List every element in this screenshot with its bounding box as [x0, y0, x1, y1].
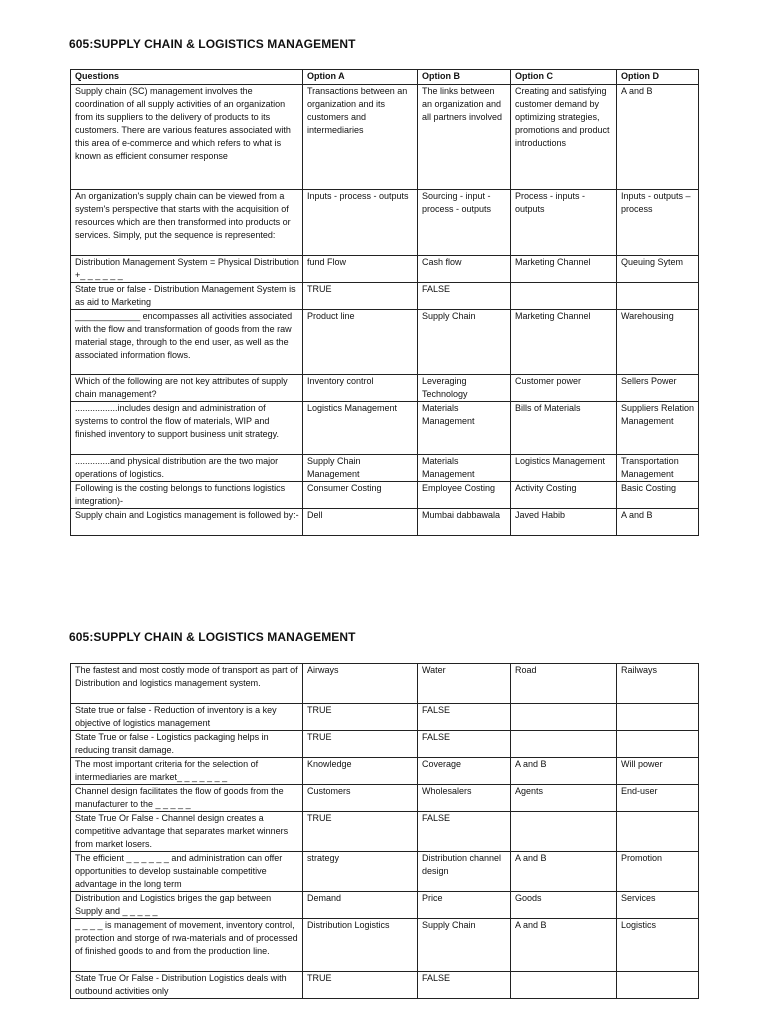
table-row: [71, 892, 699, 919]
option-d-cell: A and B: [617, 509, 699, 536]
option-b-cell: Price: [418, 892, 511, 919]
option-b-cell: Cash flow: [418, 256, 511, 283]
question-cell: Distribution Management System = Physical Distribution +_ _ _ _ _ _: [71, 256, 303, 283]
table-row: [71, 283, 699, 310]
option-c-cell: Bills of Materials: [511, 402, 617, 455]
option-a-cell: TRUE: [303, 731, 418, 758]
option-b-cell: FALSE: [418, 972, 511, 999]
option-a-cell: Supply Chain Management: [303, 455, 418, 482]
option-b-cell: Water: [418, 664, 511, 704]
option-d-cell: A and B: [617, 85, 699, 190]
option-d-cell: End-user: [617, 785, 699, 812]
question-cell: State True or false - Logistics packaging helps in reducing transit damage.: [71, 731, 303, 758]
question-cell: The fastest and most costly mode of transport as part of Distribution and logistics management system.: [71, 664, 303, 704]
option-d-cell: Will power: [617, 758, 699, 785]
option-d-cell: Services: [617, 892, 699, 919]
option-d-cell: Basic Costing: [617, 482, 699, 509]
questions-table: [70, 663, 699, 999]
option-c-cell: [511, 704, 617, 731]
option-a-cell: Dell: [303, 509, 418, 536]
option-b-cell: Employee Costing: [418, 482, 511, 509]
section-title: 605:SUPPLY CHAIN & LOGISTICS MANAGEMENT: [69, 37, 356, 51]
column-header-option-a: Option A: [303, 70, 418, 85]
option-c-cell: [511, 731, 617, 758]
option-c-cell: Marketing Channel: [511, 256, 617, 283]
option-d-cell: [617, 283, 699, 310]
option-d-cell: Railways: [617, 664, 699, 704]
table-row: [71, 375, 699, 402]
option-a-cell: Transactions between an organization and its customers and intermediaries: [303, 85, 418, 190]
option-a-cell: TRUE: [303, 812, 418, 852]
table-row: [71, 664, 699, 704]
table-row: [71, 509, 699, 536]
option-b-cell: Distribution channel design: [418, 852, 511, 892]
question-cell: State True Or False - Distribution Logistics deals with outbound activities only: [71, 972, 303, 999]
column-header-option-c: Option C: [511, 70, 617, 85]
option-d-cell: [617, 731, 699, 758]
option-c-cell: Road: [511, 664, 617, 704]
option-b-cell: Supply Chain: [418, 919, 511, 972]
question-cell: The efficient _ _ _ _ _ _ and administration can offer opportunities to develop sustainable competitive advantage in the long term: [71, 852, 303, 892]
table-row: [71, 190, 699, 256]
question-cell: Channel design facilitates the flow of goods from the manufacturer to the _ _ _ _ _: [71, 785, 303, 812]
table-row: [71, 812, 699, 852]
option-d-cell: Warehousing: [617, 310, 699, 375]
option-a-cell: Customers: [303, 785, 418, 812]
option-a-cell: TRUE: [303, 283, 418, 310]
option-c-cell: Creating and satisfying customer demand by optimizing strategies, promotions and product introductions: [511, 85, 617, 190]
option-a-cell: TRUE: [303, 972, 418, 999]
question-cell: An organization's supply chain can be viewed from a system's perspective that starts with the acquisition of resources which are then transformed into products or services. Simply, put the sequence is represented:: [71, 190, 303, 256]
option-a-cell: Product line: [303, 310, 418, 375]
option-c-cell: [511, 812, 617, 852]
table-row: [71, 972, 699, 999]
option-c-cell: [511, 283, 617, 310]
option-b-cell: Coverage: [418, 758, 511, 785]
option-c-cell: A and B: [511, 919, 617, 972]
option-b-cell: FALSE: [418, 283, 511, 310]
question-cell: Which of the following are not key attributes of supply chain management?: [71, 375, 303, 402]
option-c-cell: Customer power: [511, 375, 617, 402]
option-c-cell: Goods: [511, 892, 617, 919]
question-cell: The most important criteria for the selection of intermediaries are market_ _ _ _ _ _ _: [71, 758, 303, 785]
option-c-cell: A and B: [511, 852, 617, 892]
question-cell: State true or false - Distribution Management System is as aid to Marketing: [71, 283, 303, 310]
option-a-cell: fund Flow: [303, 256, 418, 283]
option-b-cell: Sourcing - input - process - outputs: [418, 190, 511, 256]
table-row: [71, 482, 699, 509]
option-a-cell: Airways: [303, 664, 418, 704]
option-d-cell: Logistics: [617, 919, 699, 972]
question-cell: Distribution and Logistics briges the gap between Supply and _ _ _ _ _: [71, 892, 303, 919]
table-row: [71, 256, 699, 283]
table-row: [71, 310, 699, 375]
option-b-cell: FALSE: [418, 731, 511, 758]
option-b-cell: The links between an organization and all partners involved: [418, 85, 511, 190]
table-row: [71, 455, 699, 482]
option-a-cell: Distribution Logistics: [303, 919, 418, 972]
option-a-cell: Knowledge: [303, 758, 418, 785]
option-c-cell: A and B: [511, 758, 617, 785]
section-title: 605:SUPPLY CHAIN & LOGISTICS MANAGEMENT: [69, 630, 356, 644]
option-a-cell: Inputs - process - outputs: [303, 190, 418, 256]
table-row: [71, 85, 699, 190]
option-b-cell: Wholesalers: [418, 785, 511, 812]
question-cell: Following is the costing belongs to functions logistics integration)-: [71, 482, 303, 509]
column-header-option-d: Option D: [617, 70, 699, 85]
option-d-cell: Promotion: [617, 852, 699, 892]
option-c-cell: [511, 972, 617, 999]
option-c-cell: Activity Costing: [511, 482, 617, 509]
option-c-cell: Process - inputs - outputs: [511, 190, 617, 256]
table-row: [71, 919, 699, 972]
option-c-cell: Logistics Management: [511, 455, 617, 482]
table-header-row: [71, 70, 699, 85]
question-cell: State true or false - Reduction of inventory is a key objective of logistics management: [71, 704, 303, 731]
option-c-cell: Javed Habib: [511, 509, 617, 536]
question-cell: Supply chain and Logistics management is followed by:-: [71, 509, 303, 536]
option-b-cell: Materials Management: [418, 455, 511, 482]
question-cell: Supply chain (SC) management involves the coordination of all supply activities of an organization from its suppliers to the delivery of products to its customers. There are various features associated with this area of e-commerce and which refers to what is known as efficient consumer response: [71, 85, 303, 190]
option-b-cell: FALSE: [418, 704, 511, 731]
table-row: [71, 731, 699, 758]
option-d-cell: Inputs - outputs – process: [617, 190, 699, 256]
option-a-cell: strategy: [303, 852, 418, 892]
table-row: [71, 704, 699, 731]
question-cell: _ _ _ _ is management of movement, inventory control, protection and storge of rwa-materials and of processed of finished goods to and from the production line.: [71, 919, 303, 972]
table-row: [71, 785, 699, 812]
option-a-cell: TRUE: [303, 704, 418, 731]
option-d-cell: [617, 704, 699, 731]
option-c-cell: Marketing Channel: [511, 310, 617, 375]
option-d-cell: Queuing Sytem: [617, 256, 699, 283]
option-d-cell: Suppliers Relation Management: [617, 402, 699, 455]
option-d-cell: Transportation Management: [617, 455, 699, 482]
option-a-cell: Consumer Costing: [303, 482, 418, 509]
option-d-cell: [617, 812, 699, 852]
option-b-cell: FALSE: [418, 812, 511, 852]
option-a-cell: Demand: [303, 892, 418, 919]
table-row: [71, 402, 699, 455]
question-cell: ..............and physical distribution are the two major operations of logistics.: [71, 455, 303, 482]
column-header-option-b: Option B: [418, 70, 511, 85]
option-b-cell: Materials Management: [418, 402, 511, 455]
column-header-questions: Questions: [71, 70, 303, 85]
option-a-cell: Logistics Management: [303, 402, 418, 455]
option-d-cell: [617, 972, 699, 999]
questions-table: [70, 69, 699, 536]
question-cell: State True Or False - Channel design creates a competitive advantage that separates market winners from market losers.: [71, 812, 303, 852]
option-b-cell: Leveraging Technology: [418, 375, 511, 402]
option-b-cell: Mumbai dabbawala: [418, 509, 511, 536]
table-row: [71, 758, 699, 785]
option-d-cell: Sellers Power: [617, 375, 699, 402]
option-a-cell: Inventory control: [303, 375, 418, 402]
table-row: [71, 852, 699, 892]
option-c-cell: Agents: [511, 785, 617, 812]
option-b-cell: Supply Chain: [418, 310, 511, 375]
question-cell: .................includes design and administration of systems to control the flow of materials, WIP and finished inventory to support business unit strategy.: [71, 402, 303, 455]
question-cell: _____________ encompasses all activities associated with the flow and transformation of goods from the raw material stage, through to the end user, as well as the associated information flows.: [71, 310, 303, 375]
